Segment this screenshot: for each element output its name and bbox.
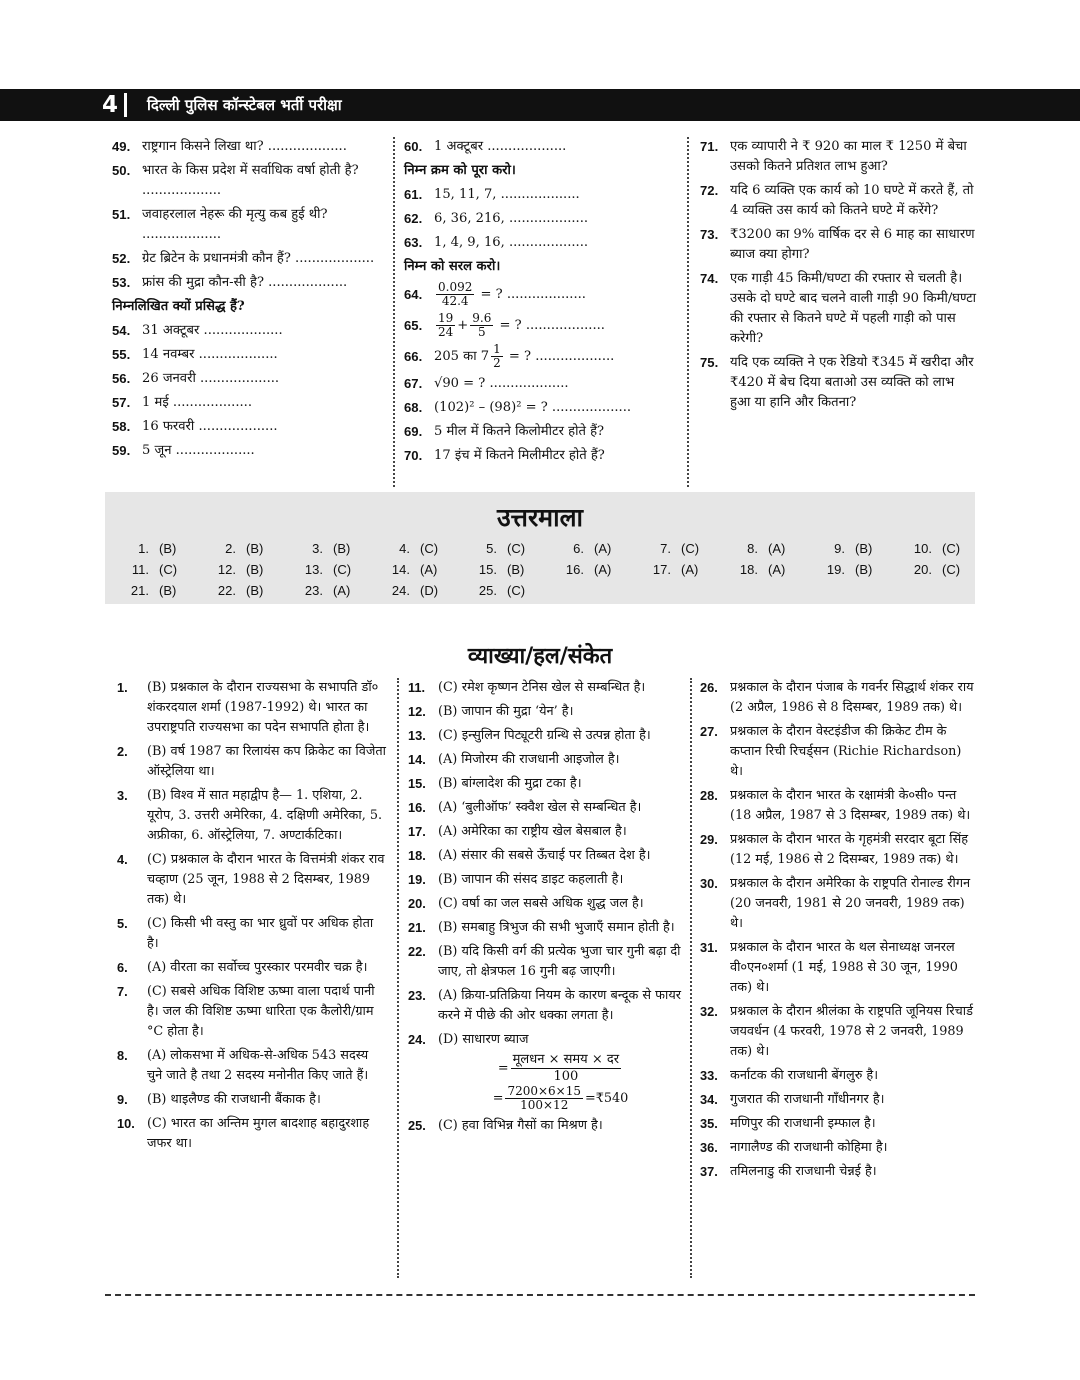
questions-column-2	[404, 137, 682, 470]
question-item: 52. ग्रेट ब्रिटेन के प्रधानमंत्री कौन हैं? ...................	[112, 251, 375, 266]
page-number: 4	[0, 93, 127, 117]
explanation-item: 31. प्रश्नकाल के दौरान भारत के थल सेनाध्यक्ष जनरल वी०एन०शर्मा (1 मई, 1988 से 30 जून, 1990 तक) थे।	[700, 940, 958, 995]
explanations-column-3	[700, 678, 978, 1186]
answer-row	[105, 559, 975, 580]
question-item: 53. फ्रांस की मुद्रा कौन-सी है? ...................	[112, 275, 348, 290]
questions-column-3	[700, 137, 978, 417]
explanation-item: 8. (A) लोकसभा में अधिक-से-अधिक 543 सदस्य चुने जाते है तथा 2 सदस्य मनोनीत किए जाते हैं।	[117, 1048, 369, 1083]
answer-cell: 19. (B)	[826, 562, 873, 577]
explanation-item: 11. (C) रमेश कृष्णन टेनिस खेल से सम्बन्धित है।	[408, 680, 646, 695]
question-item: 71. एक व्यापारी ने ₹ 920 का माल ₹ 1250 में बेचा उसको कितने प्रतिशत लाभ हुआ?	[700, 139, 967, 174]
question-item: 65. $\frac{19}{24}$ + $\frac{9.6}{5}$ = ? ...................	[404, 311, 605, 339]
explanation-item: 19. (B) जापान की संसद डाइट कहलाती है।	[408, 872, 624, 887]
answer-cell: 16. (A)	[565, 562, 612, 577]
explanation-item: 25. (C) हवा विभिन्न गैसों का मिश्रण है।	[408, 1118, 603, 1133]
question-item: 56. 26 जनवरी ...................	[112, 371, 280, 386]
answer-cell: 12. (B)	[217, 562, 264, 577]
explanation-item: 17. (A) अमेरिका का राष्ट्रीय खेल बेसबाल है।	[408, 824, 627, 839]
answer-cell: 17. (A)	[652, 562, 699, 577]
question-item: 54. 31 अक्टूबर ...................	[112, 323, 283, 338]
answer-cell: 10. (C)	[913, 541, 961, 556]
explanation-item: 24. (D) साधारण ब्याज = $\frac{\text{मूलधन × समय × दर}}{100}$ = $\frac{7200\times 6\times 15}{100\times 12}$ =₹540	[408, 1032, 629, 1112]
question-item: 74. एक गाड़ी 45 किमी/घण्टा की रफ्तार से चलती है। उसके दो घण्टे बाद चलने वाली गाड़ी 90 किमी/घण्टा की रफ्तार से कितने घण्टे में पहली गाड़ी को पास करेगी?	[700, 271, 977, 346]
question-item: 72. यदि 6 व्यक्ति एक कार्य को 10 घण्टे में करते हैं, तो 4 व्यक्ति उस कार्य को कितने घण्टे में करेंगे?	[700, 183, 974, 218]
question-item: 61. 15, 11, 7, ...................	[404, 187, 580, 202]
answer-cell: 2. (B)	[225, 541, 264, 556]
explanation-item: 29. प्रश्नकाल के दौरान भारत के गृहमंत्री सरदार बूटा सिंह (12 मई, 1986 से 2 दिसम्बर, 1989 तक) थे।	[700, 832, 969, 867]
question-item: 55. 14 नवम्बर ...................	[112, 347, 278, 362]
header-title: दिल्ली पुलिस कॉन्स्टेबल भर्ती परीक्षा	[147, 96, 342, 114]
question-item: 62. 6, 36, 216, ...................	[404, 211, 589, 226]
footer-divider	[105, 1294, 975, 1296]
question-item: 73. ₹3200 का 9% वार्षिक दर से 6 माह का साधारण ब्याज क्या होगा?	[700, 227, 975, 262]
answer-cell: 14. (A)	[391, 562, 438, 577]
answer-cell: 4. (C)	[399, 541, 439, 556]
explanation-item: 16. (A) ‘बुलीऑफ’ स्क्वैश खेल से सम्बन्धित है।	[408, 800, 642, 815]
explanation-item: 28. प्रश्नकाल के दौरान भारत के रक्षामंत्री के०सी० पन्त (18 अप्रैल, 1987 से 3 दिसम्बर, 1989 तक) थे।	[700, 788, 971, 823]
explanation-item: 7. (C) सबसे अधिक विशिष्ट ऊष्मा वाला पदार्थ पानी है। जल की विशिष्ट ऊष्मा धारिता एक कैलोरी/ग्राम °C होता है।	[117, 984, 375, 1039]
answer-cell: 25. (C)	[478, 583, 526, 598]
column-divider	[690, 678, 692, 1278]
explanation-item: 1. (B) प्रश्नकाल के दौरान राज्यसभा के सभापति डॉ० शंकरदयाल शर्मा (1987-1992) थे। भारत का उपराष्ट्रपति राज्यसभा का पदेन सभापति होता है।	[117, 680, 379, 735]
explanation-item: 22. (B) यदि किसी वर्ग की प्रत्येक भुजा चार गुनी बढ़ा दी जाए, तो क्षेत्रफल 16 गुनी बढ़ जाएगी।	[408, 944, 681, 979]
answer-cell: 11. (C)	[131, 562, 178, 577]
explanation-item: 14. (A) मिजोरम की राजधानी आइजोल है।	[408, 752, 620, 767]
answer-cell: 21. (B)	[130, 583, 177, 598]
questions-column-1	[112, 137, 387, 465]
section-heading: निम्नलिखित क्यों प्रसिद्ध हैं?	[112, 299, 245, 314]
section-heading: निम्न क्रम को पूरा करो।	[404, 163, 516, 178]
question-item: 70. 17 इंच में कितने मिलीमीटर होते हैं?	[404, 448, 605, 463]
question-item: 50. भारत के किस प्रदेश में सर्वाधिक वर्षा होती है? ...................	[112, 163, 359, 198]
question-item: 69. 5 मील में कितने किलोमीटर होते हैं?	[404, 424, 605, 439]
explanation-item: 33. कर्नाटक की राजधानी बेंगलुरु है।	[700, 1068, 879, 1083]
column-divider	[393, 137, 395, 487]
answer-cell: 15. (B)	[478, 562, 525, 577]
answer-cell: 22. (B)	[217, 583, 264, 598]
question-item: 60. 1 अक्टूबर ...................	[404, 139, 567, 154]
answer-cell: 18. (A)	[739, 562, 786, 577]
answer-cell: 7. (C)	[660, 541, 700, 556]
question-item: 63. 1, 4, 9, 16, ...................	[404, 235, 589, 250]
explanations-column-1	[117, 678, 387, 1158]
answer-row	[105, 538, 975, 559]
page-header	[0, 89, 1080, 121]
answer-row	[105, 580, 975, 601]
answer-key-title: उत्तरमाला	[496, 503, 584, 532]
answer-cell: 23. (A)	[304, 583, 351, 598]
explanation-item: 34. गुजरात की राजधानी गाँधीनगर है।	[700, 1092, 885, 1107]
explanation-item: 12. (B) जापान की मुद्रा ‘येन’ है।	[408, 704, 574, 719]
question-item: 67. √90 = ? ...................	[404, 376, 569, 391]
explanation-item: 15. (B) बांग्लादेश की मुद्रा टका है।	[408, 776, 582, 791]
explanation-item: 21. (B) समबाहु त्रिभुज की सभी भुजाएँ समान होती है।	[408, 920, 675, 935]
explanation-item: 20. (C) वर्षा का जल सबसे अधिक शुद्ध जल है।	[408, 896, 644, 911]
explanation-item: 35. मणिपुर की राजधानी इम्फाल है।	[700, 1116, 876, 1131]
question-item: 51. जवाहरलाल नेहरू की मृत्यु कब हुई थी? ...................	[112, 207, 328, 242]
question-item: 49. राष्ट्रगान किसने लिखा था? ...................	[112, 139, 347, 154]
explanation-item: 9. (B) थाइलैण्ड की राजधानी बैंकाक है।	[117, 1092, 321, 1107]
explanations-column-2	[408, 678, 683, 1140]
question-item: 58. 16 फरवरी ...................	[112, 419, 278, 434]
explanation-item: 10. (C) भारत का अन्तिम मुगल बादशाह बहादुरशाह जफर था।	[117, 1116, 370, 1151]
answer-key-grid	[105, 538, 975, 601]
answer-cell: 3. (B)	[312, 541, 351, 556]
explanations-title: व्याख्या/हल/संकेत	[467, 644, 613, 669]
explanation-item: 3. (B) विश्व में सात महाद्वीप है— 1. एशिया, 2. यूरोप, 3. उत्तरी अमेरिका, 4. दक्षिणी अमेरिका, 5. अफ्रीका, 6. ऑस्ट्रेलिया, 7. अण्टार्कटिका।	[117, 788, 383, 843]
explanation-item: 26. प्रश्नकाल के दौरान पंजाब के गवर्नर सिद्धार्थ शंकर राय (2 अप्रैल, 1986 से 8 दिसम्बर, 1989 तक) थे।	[700, 680, 974, 715]
answer-cell: 13. (C)	[304, 562, 352, 577]
explanation-item: 5. (C) किसी भी वस्तु का भार ध्रुवों पर अधिक होता है।	[117, 916, 374, 951]
explanation-item: 18. (A) संसार की सबसे ऊँचाई पर तिब्बत देश है।	[408, 848, 651, 863]
explanation-item: 6. (A) वीरता का सर्वोच्च पुरस्कार परमवीर चक्र है।	[117, 960, 368, 975]
explanation-item: 37. तमिलनाडु की राजधानी चेन्नई है।	[700, 1164, 877, 1179]
explanation-item: 23. (A) क्रिया-प्रतिक्रिया नियम के कारण बन्दूक से फायर करने में पीछे की ओर धक्का लगता है।	[408, 988, 681, 1023]
section-heading: निम्न को सरल करो।	[404, 259, 501, 274]
explanation-item: 13. (C) इन्सुलिन पिट्यूटरी ग्रन्थि से उत्पन्न होता है।	[408, 728, 651, 743]
column-divider	[687, 137, 689, 487]
answer-cell: 24. (D)	[391, 583, 439, 598]
question-item: 57. 1 मई ...................	[112, 395, 252, 410]
answer-cell: 5. (C)	[486, 541, 526, 556]
explanation-item: 32. प्रश्नकाल के दौरान श्रीलंका के राष्ट्रपति जूनियस रिचार्ड जयवर्धन (4 फरवरी, 1978 से 2 जनवरी, 1989 तक) थे।	[700, 1004, 973, 1059]
answer-key-box	[105, 492, 975, 604]
question-item: 66. 205 का 7 $\frac{1}{2}$ = ? ...................	[404, 342, 615, 370]
explanation-item: 30. प्रश्नकाल के दौरान अमेरिका के राष्ट्रपति रोनाल्ड रीगन (20 जनवरी, 1981 से 20 जनवरी, 1989 तक) थे।	[700, 876, 971, 931]
explanation-item: 27. प्रश्नकाल के दौरान वेस्टइंडीज की क्रिकेट टीम के कप्तान रिची रिचर्ड्सन (Richie Richardson) थे।	[700, 724, 962, 779]
answer-cell: 6. (A)	[573, 541, 612, 556]
question-item: 64. $\frac{0.092}{42.4}$ = ? ...................	[404, 280, 586, 308]
answer-cell: 1. (B)	[138, 541, 177, 556]
question-item: 75. यदि एक व्यक्ति ने एक रेडियो ₹345 में खरीदा और ₹420 में बेच दिया बताओ उस व्यक्ति को लाभ हुआ या हानि और कितना?	[700, 355, 974, 410]
answer-cell: 9. (B)	[834, 541, 873, 556]
answer-cell: 8. (A)	[747, 541, 786, 556]
column-divider	[397, 678, 399, 1278]
explanation-item: 4. (C) प्रश्नकाल के दौरान भारत के वित्तमंत्री शंकर राव चव्हाण (25 जून, 1988 से 2 दिसम्बर, 1989 तक) थे।	[117, 852, 385, 907]
question-item: 68. (102)² – (98)² = ? ...................	[404, 400, 632, 415]
question-item: 59. 5 जून ...................	[112, 443, 255, 458]
explanation-item: 36. नागालैण्ड की राजधानी कोहिमा है।	[700, 1140, 888, 1155]
answer-cell: 20. (C)	[913, 562, 961, 577]
explanation-item: 2. (B) वर्ष 1987 का रिलायंस कप क्रिकेट का विजेता ऑस्ट्रेलिया था।	[117, 744, 386, 779]
